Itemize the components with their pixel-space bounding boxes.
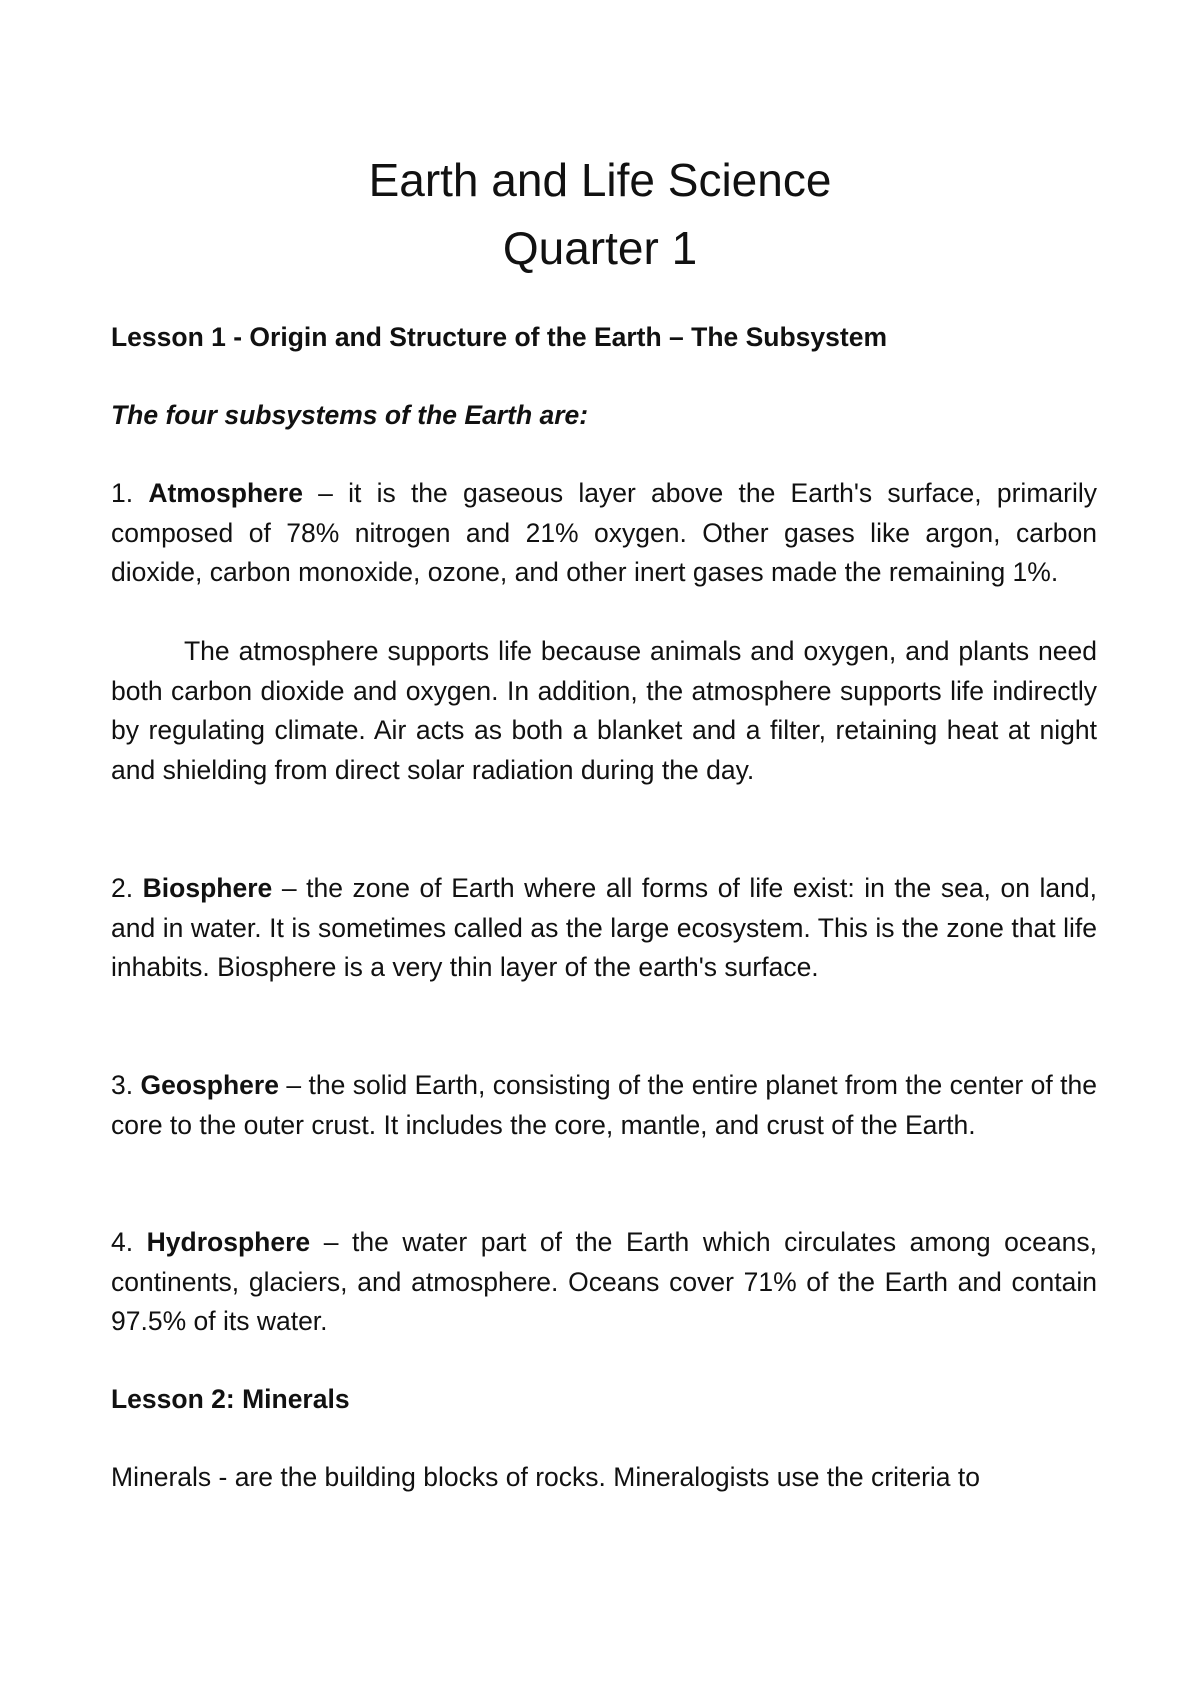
subsystems-intro: The four subsystems of the Earth are: xyxy=(111,400,589,430)
item-term: Biosphere xyxy=(142,873,273,903)
item-term: Hydrosphere xyxy=(146,1227,311,1257)
item-definition: – it is the gaseous layer above the Earth's surface, primarily composed of 78% nitrogen and 21% oxygen. Other gases like argon, carbon dioxide, carbon monoxide, ozone, and other inert gases made the remaining 1%. xyxy=(111,478,1097,587)
item-number: 3. xyxy=(111,1070,134,1100)
subsystem-item-biosphere xyxy=(111,869,1097,988)
item-term: Atmosphere xyxy=(148,478,303,508)
item-definition: – the water part of the Earth which circulates among oceans, continents, glaciers, and atmosphere. Oceans cover 71% of the Earth and contain 97.5% of its water. xyxy=(111,1227,1097,1336)
minerals-definition: Minerals - are the building blocks of rocks. Mineralogists use the criteria to xyxy=(111,1462,980,1492)
subsystem-item-hydrosphere xyxy=(111,1223,1097,1342)
atmosphere-paragraph: The atmosphere supports life because animals and oxygen, and plants need both carbon dioxide and oxygen. In addition, the atmosphere supports life indirectly by regulating climate. Air acts as both a blanket and a filter, retaining heat at night and shielding from direct solar radiation during the day. xyxy=(111,636,1097,785)
lesson2-heading: Lesson 2: Minerals xyxy=(111,1384,350,1414)
item-number: 2. xyxy=(111,873,134,903)
document-title: Earth and Life Science xyxy=(368,154,832,206)
item-definition: – the solid Earth, consisting of the entire planet from the center of the core to the outer crust. It includes the core, mantle, and crust of the Earth. xyxy=(111,1070,1097,1140)
subsystem-item-atmosphere xyxy=(111,474,1097,593)
subsystem-item-geosphere xyxy=(111,1066,1097,1145)
item-number: 4. xyxy=(111,1227,134,1257)
document-subtitle-quarter: Quarter 1 xyxy=(502,222,698,274)
item-number: 1. xyxy=(111,478,134,508)
item-definition: – the zone of Earth where all forms of life exist: in the sea, on land, and in water. It is sometimes called as the large ecosystem. This is the zone that life inhabits. Biosphere is a very thin layer of the earth's surface. xyxy=(111,873,1097,982)
lesson1-heading: Lesson 1 - Origin and Structure of the Earth – The Subsystem xyxy=(111,322,888,352)
item-term: Geosphere xyxy=(140,1070,279,1100)
